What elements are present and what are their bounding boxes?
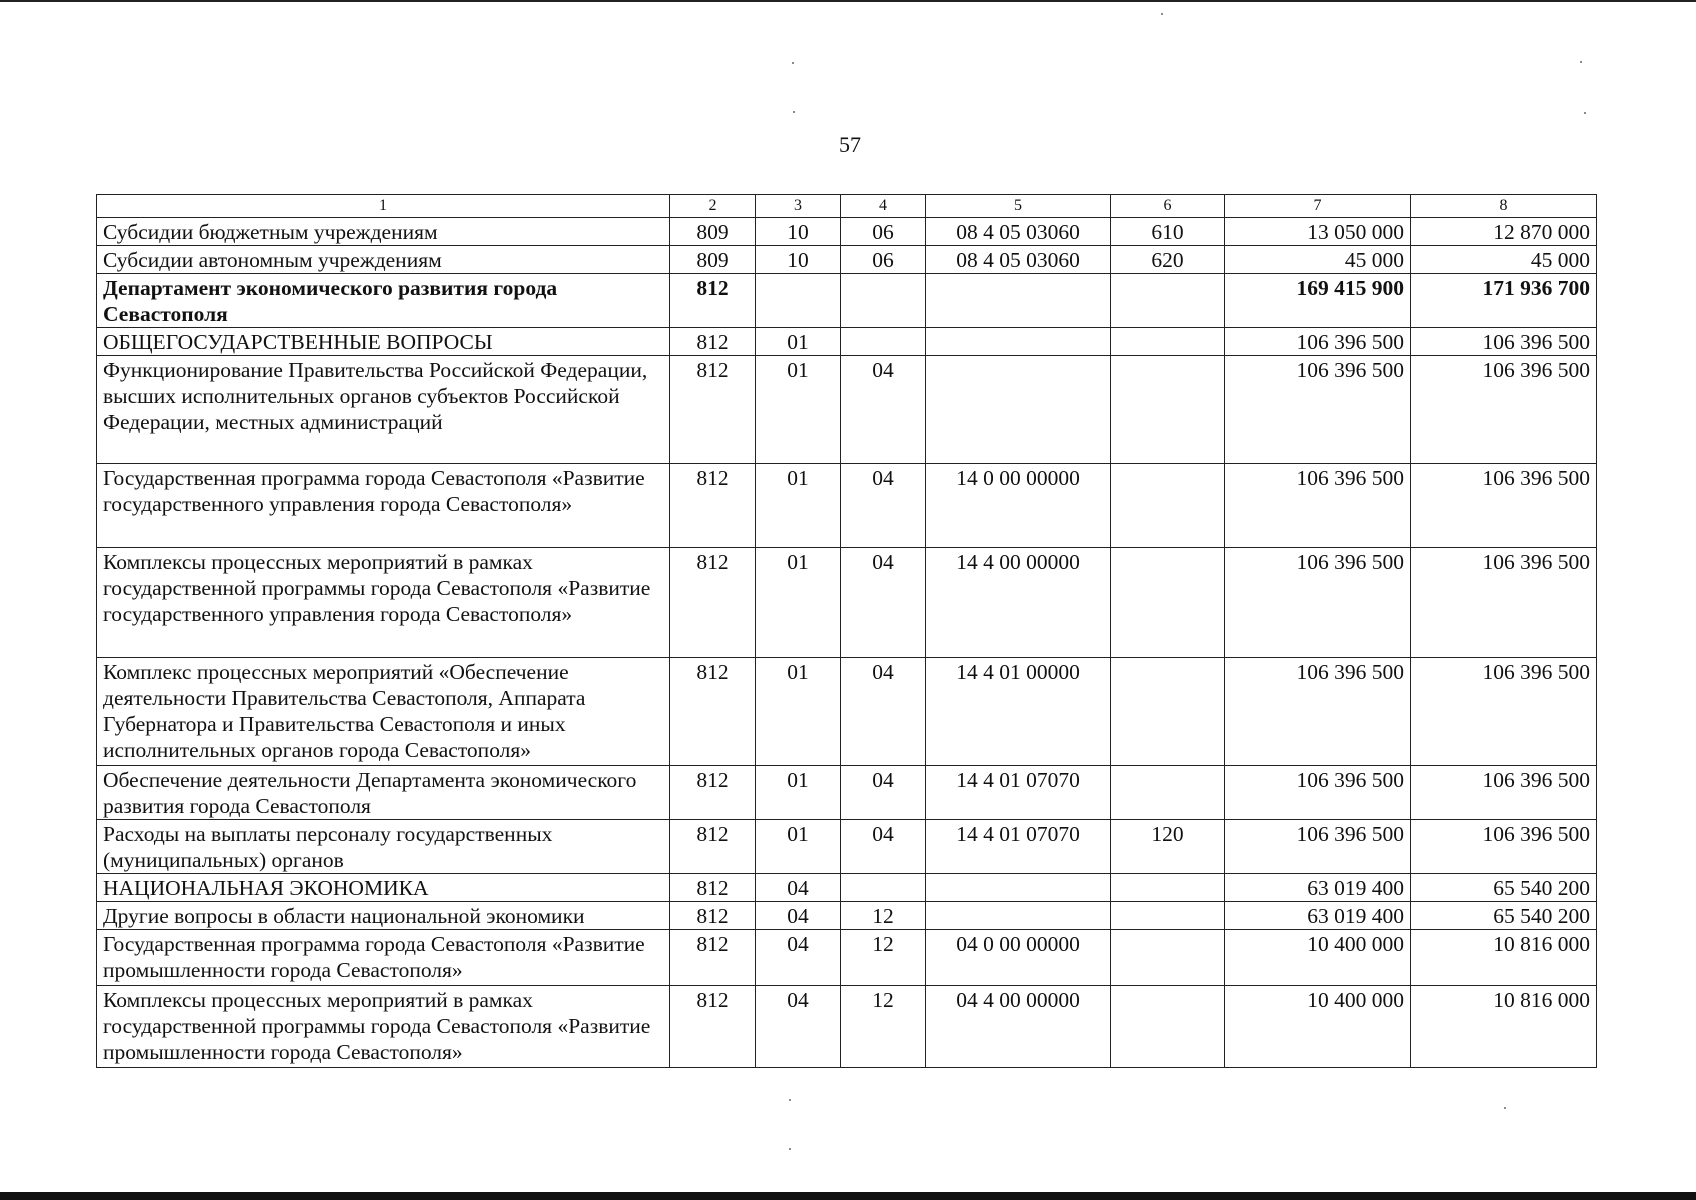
scan-speck — [1580, 61, 1582, 63]
cell-subsection — [841, 274, 926, 328]
cell-amount-col8: 10 816 000 — [1411, 930, 1597, 986]
cell-section: 01 — [756, 464, 841, 548]
cell-section: 04 — [756, 986, 841, 1068]
scan-speck — [793, 111, 795, 113]
column-header: 7 — [1225, 195, 1411, 218]
cell-amount-col8: 106 396 500 — [1411, 464, 1597, 548]
cell-expense-type — [1111, 874, 1225, 902]
row-name: ОБЩЕГОСУДАРСТВЕННЫЕ ВОПРОСЫ — [97, 328, 670, 356]
column-header: 8 — [1411, 195, 1597, 218]
cell-amount-col7: 169 415 900 — [1225, 274, 1411, 328]
cell-subsection: 12 — [841, 902, 926, 930]
table-row — [97, 356, 1597, 464]
row-name: Государственная программа города Севастополя «Развитие государственного управления города Севастополя» — [97, 464, 670, 548]
table-row — [97, 930, 1597, 986]
cell-amount-col8: 65 540 200 — [1411, 902, 1597, 930]
page-number: 57 — [839, 132, 861, 157]
table-row — [97, 246, 1597, 274]
cell-section: 01 — [756, 766, 841, 820]
table-row — [97, 464, 1597, 548]
scan-speck — [789, 1099, 791, 1101]
cell-section: 01 — [756, 658, 841, 766]
scan-top-edge — [0, 0, 1696, 2]
cell-section: 10 — [756, 218, 841, 246]
table-row — [97, 902, 1597, 930]
cell-subsection: 04 — [841, 464, 926, 548]
cell-amount-col8: 106 396 500 — [1411, 548, 1597, 658]
cell-target-article — [926, 274, 1111, 328]
cell-subsection: 04 — [841, 820, 926, 874]
cell-subsection: 04 — [841, 766, 926, 820]
cell-amount-col7: 63 019 400 — [1225, 874, 1411, 902]
scan-speck — [789, 1148, 791, 1150]
cell-expense-type — [1111, 328, 1225, 356]
cell-subsection: 12 — [841, 930, 926, 986]
cell-subsection — [841, 874, 926, 902]
cell-subsection: 04 — [841, 658, 926, 766]
cell-admin-code: 809 — [670, 246, 756, 274]
cell-amount-col7: 106 396 500 — [1225, 658, 1411, 766]
cell-expense-type: 120 — [1111, 820, 1225, 874]
scan-speck — [1584, 112, 1586, 114]
cell-admin-code: 812 — [670, 986, 756, 1068]
table-row — [97, 986, 1597, 1068]
cell-admin-code: 812 — [670, 548, 756, 658]
cell-expense-type — [1111, 930, 1225, 986]
cell-amount-col8: 106 396 500 — [1411, 328, 1597, 356]
row-name: Комплекс процессных мероприятий «Обеспечение деятельности Правительства Севастополя, Аппарата Губернатора и Правительства Севастополя и иных исполнительных органов города Севастополя» — [97, 658, 670, 766]
cell-amount-col7: 10 400 000 — [1225, 930, 1411, 986]
cell-admin-code: 812 — [670, 274, 756, 328]
column-header: 2 — [670, 195, 756, 218]
row-name: Расходы на выплаты персоналу государственных (муниципальных) органов — [97, 820, 670, 874]
cell-amount-col8: 106 396 500 — [1411, 820, 1597, 874]
scan-speck — [792, 62, 794, 64]
cell-admin-code: 812 — [670, 658, 756, 766]
table-row — [97, 328, 1597, 356]
row-name: Комплексы процессных мероприятий в рамках государственной программы города Севастополя «Развитие промышленности города Севастополя» — [97, 986, 670, 1068]
scan-speck — [1504, 1107, 1506, 1109]
cell-amount-col8: 45 000 — [1411, 246, 1597, 274]
cell-target-article: 14 0 00 00000 — [926, 464, 1111, 548]
row-name: Государственная программа города Севастополя «Развитие промышленности города Севастополя» — [97, 930, 670, 986]
cell-target-article: 14 4 01 07070 — [926, 766, 1111, 820]
cell-target-article: 14 4 01 07070 — [926, 820, 1111, 874]
cell-section: 04 — [756, 874, 841, 902]
cell-section: 04 — [756, 902, 841, 930]
budget-table — [96, 194, 1597, 1068]
table-row — [97, 766, 1597, 820]
cell-admin-code: 812 — [670, 820, 756, 874]
cell-section: 01 — [756, 548, 841, 658]
scan-speck — [1161, 13, 1163, 15]
cell-section: 01 — [756, 328, 841, 356]
cell-amount-col8: 106 396 500 — [1411, 766, 1597, 820]
cell-target-article: 14 4 00 00000 — [926, 548, 1111, 658]
cell-target-article: 08 4 05 03060 — [926, 246, 1111, 274]
cell-expense-type — [1111, 356, 1225, 464]
column-header: 4 — [841, 195, 926, 218]
cell-target-article: 04 0 00 00000 — [926, 930, 1111, 986]
column-header: 6 — [1111, 195, 1225, 218]
row-name: Субсидии бюджетным учреждениям — [97, 218, 670, 246]
cell-section: 04 — [756, 930, 841, 986]
cell-section: 10 — [756, 246, 841, 274]
cell-amount-col8: 12 870 000 — [1411, 218, 1597, 246]
row-name: Субсидии автономным учреждениям — [97, 246, 670, 274]
cell-expense-type — [1111, 548, 1225, 658]
cell-subsection: 04 — [841, 548, 926, 658]
cell-amount-col7: 106 396 500 — [1225, 328, 1411, 356]
row-name: Функционирование Правительства Российской Федерации, высших исполнительных органов субъектов Российской Федерации, местных администраций — [97, 356, 670, 464]
row-name: Обеспечение деятельности Департамента экономического развития города Севастополя — [97, 766, 670, 820]
cell-amount-col7: 106 396 500 — [1225, 820, 1411, 874]
cell-expense-type: 620 — [1111, 246, 1225, 274]
cell-amount-col7: 10 400 000 — [1225, 986, 1411, 1068]
cell-amount-col7: 106 396 500 — [1225, 766, 1411, 820]
cell-amount-col7: 106 396 500 — [1225, 464, 1411, 548]
cell-amount-col8: 65 540 200 — [1411, 874, 1597, 902]
cell-amount-col7: 13 050 000 — [1225, 218, 1411, 246]
cell-expense-type: 610 — [1111, 218, 1225, 246]
cell-expense-type — [1111, 274, 1225, 328]
cell-amount-col8: 171 936 700 — [1411, 274, 1597, 328]
cell-amount-col7: 106 396 500 — [1225, 356, 1411, 464]
cell-subsection: 12 — [841, 986, 926, 1068]
cell-subsection: 06 — [841, 246, 926, 274]
cell-amount-col8: 106 396 500 — [1411, 658, 1597, 766]
cell-admin-code: 812 — [670, 328, 756, 356]
cell-expense-type — [1111, 658, 1225, 766]
cell-expense-type — [1111, 986, 1225, 1068]
table-row — [97, 820, 1597, 874]
cell-subsection: 04 — [841, 356, 926, 464]
table-row — [97, 274, 1597, 328]
cell-expense-type — [1111, 464, 1225, 548]
cell-admin-code: 812 — [670, 930, 756, 986]
cell-target-article — [926, 874, 1111, 902]
table-row — [97, 218, 1597, 246]
cell-admin-code: 812 — [670, 356, 756, 464]
cell-subsection — [841, 328, 926, 356]
cell-section: 01 — [756, 820, 841, 874]
cell-target-article — [926, 328, 1111, 356]
table-header-row — [97, 195, 1597, 218]
cell-subsection: 06 — [841, 218, 926, 246]
cell-admin-code: 812 — [670, 902, 756, 930]
column-header: 5 — [926, 195, 1111, 218]
column-header: 1 — [97, 195, 670, 218]
cell-amount-col7: 106 396 500 — [1225, 548, 1411, 658]
scan-bottom-edge — [0, 1192, 1696, 1200]
row-name: Другие вопросы в области национальной экономики — [97, 902, 670, 930]
cell-expense-type — [1111, 766, 1225, 820]
cell-admin-code: 812 — [670, 464, 756, 548]
table-row — [97, 658, 1597, 766]
cell-admin-code: 809 — [670, 218, 756, 246]
table-row — [97, 874, 1597, 902]
cell-target-article — [926, 902, 1111, 930]
cell-amount-col7: 45 000 — [1225, 246, 1411, 274]
row-name: НАЦИОНАЛЬНАЯ ЭКОНОМИКА — [97, 874, 670, 902]
cell-target-article: 04 4 00 00000 — [926, 986, 1111, 1068]
column-header: 3 — [756, 195, 841, 218]
cell-admin-code: 812 — [670, 874, 756, 902]
cell-section — [756, 274, 841, 328]
cell-amount-col7: 63 019 400 — [1225, 902, 1411, 930]
cell-target-article — [926, 356, 1111, 464]
cell-target-article: 08 4 05 03060 — [926, 218, 1111, 246]
cell-amount-col8: 106 396 500 — [1411, 356, 1597, 464]
table-row — [97, 548, 1597, 658]
cell-expense-type — [1111, 902, 1225, 930]
cell-target-article: 14 4 01 00000 — [926, 658, 1111, 766]
cell-amount-col8: 10 816 000 — [1411, 986, 1597, 1068]
row-name: Департамент экономического развития города Севастополя — [97, 274, 670, 328]
cell-section: 01 — [756, 356, 841, 464]
row-name: Комплексы процессных мероприятий в рамках государственной программы города Севастополя «Развитие государственного управления города Севастополя» — [97, 548, 670, 658]
cell-admin-code: 812 — [670, 766, 756, 820]
